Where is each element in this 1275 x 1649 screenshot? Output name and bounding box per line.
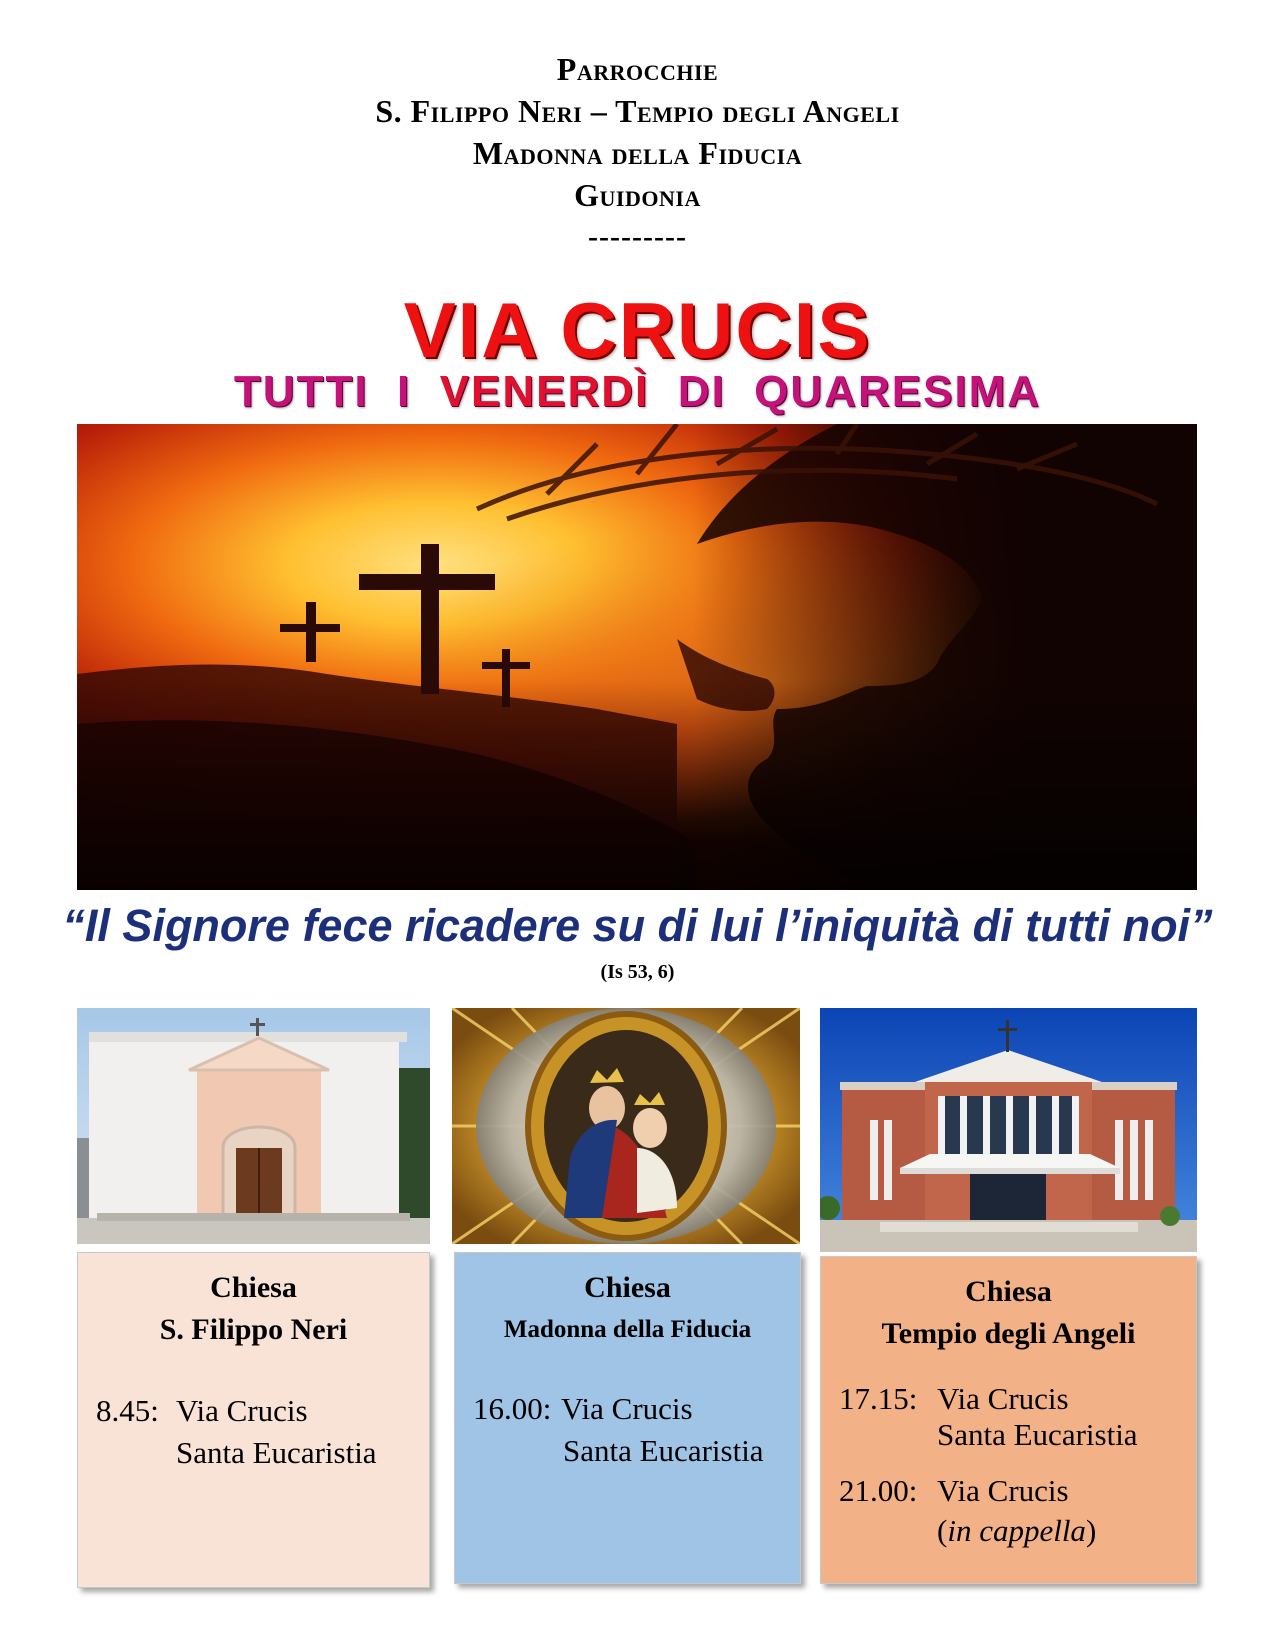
main-title: VIA CRUCIS — [403, 286, 872, 374]
header-line-churches: S. Filippo Neri – Tempio degli Angeli — [375, 93, 900, 129]
subtitle — [0, 368, 1275, 416]
subtitle-part-1: TUTTI I — [233, 367, 440, 416]
scripture-reference: (Is 53, 6) — [600, 961, 675, 983]
note-italic: in cappella — [947, 1513, 1086, 1548]
schedule-card-tempio-degli-angeli — [820, 1256, 1197, 1584]
header-divider: --------- — [588, 220, 687, 253]
schedule-time: 21.00: — [839, 1473, 918, 1508]
schedule-activity: Santa Eucaristia — [563, 1433, 764, 1468]
schedule-activity: Via Crucis — [176, 1393, 308, 1428]
parish-header — [0, 48, 1275, 258]
schedule-time: 17.15: — [839, 1381, 918, 1416]
photo-madonna-della-fiducia-icon — [452, 1008, 800, 1244]
schedule-activity: Santa Eucaristia — [937, 1417, 1138, 1452]
card-church-name: S. Filippo Neri — [159, 1313, 348, 1346]
photo-church-tempio-degli-angeli — [820, 1008, 1197, 1252]
card-label: Chiesa — [210, 1271, 297, 1304]
note-close-paren: ) — [1085, 1513, 1097, 1548]
note-open-paren: ( — [937, 1513, 948, 1548]
hero-image-christ-crosses — [77, 424, 1197, 890]
card-church-name: Madonna della Fiducia — [503, 1316, 752, 1343]
schedule-time: 8.45: — [96, 1393, 159, 1428]
header-line-parishes: Parrocchie — [556, 51, 719, 87]
schedule-activity: Via Crucis — [561, 1391, 693, 1426]
card-label: Chiesa — [584, 1271, 671, 1304]
schedule-time: 16.00: — [473, 1391, 552, 1426]
subtitle-part-3: DI QUARESIMA — [649, 367, 1042, 416]
card-church-name: Tempio degli Angeli — [881, 1317, 1136, 1350]
header-line-madonna: Madonna della Fiducia — [472, 135, 803, 171]
schedule-activity: Via Crucis — [937, 1381, 1069, 1416]
subtitle-part-2: VENERDÌ — [439, 367, 650, 416]
schedule-activity: Via Crucis — [937, 1473, 1069, 1508]
header-line-town: Guidonia — [574, 177, 701, 213]
scripture-quote: “Il Signore fece ricadere su di lui l’iniquità di tutti noi” — [62, 900, 1213, 951]
schedule-card-s-filippo-neri — [77, 1252, 430, 1588]
card-label: Chiesa — [965, 1275, 1052, 1308]
schedule-note — [937, 1513, 1096, 1549]
schedule-card-madonna-della-fiducia — [454, 1252, 801, 1584]
photo-church-s-filippo-neri — [77, 1008, 430, 1244]
schedule-activity: Santa Eucaristia — [176, 1435, 377, 1470]
